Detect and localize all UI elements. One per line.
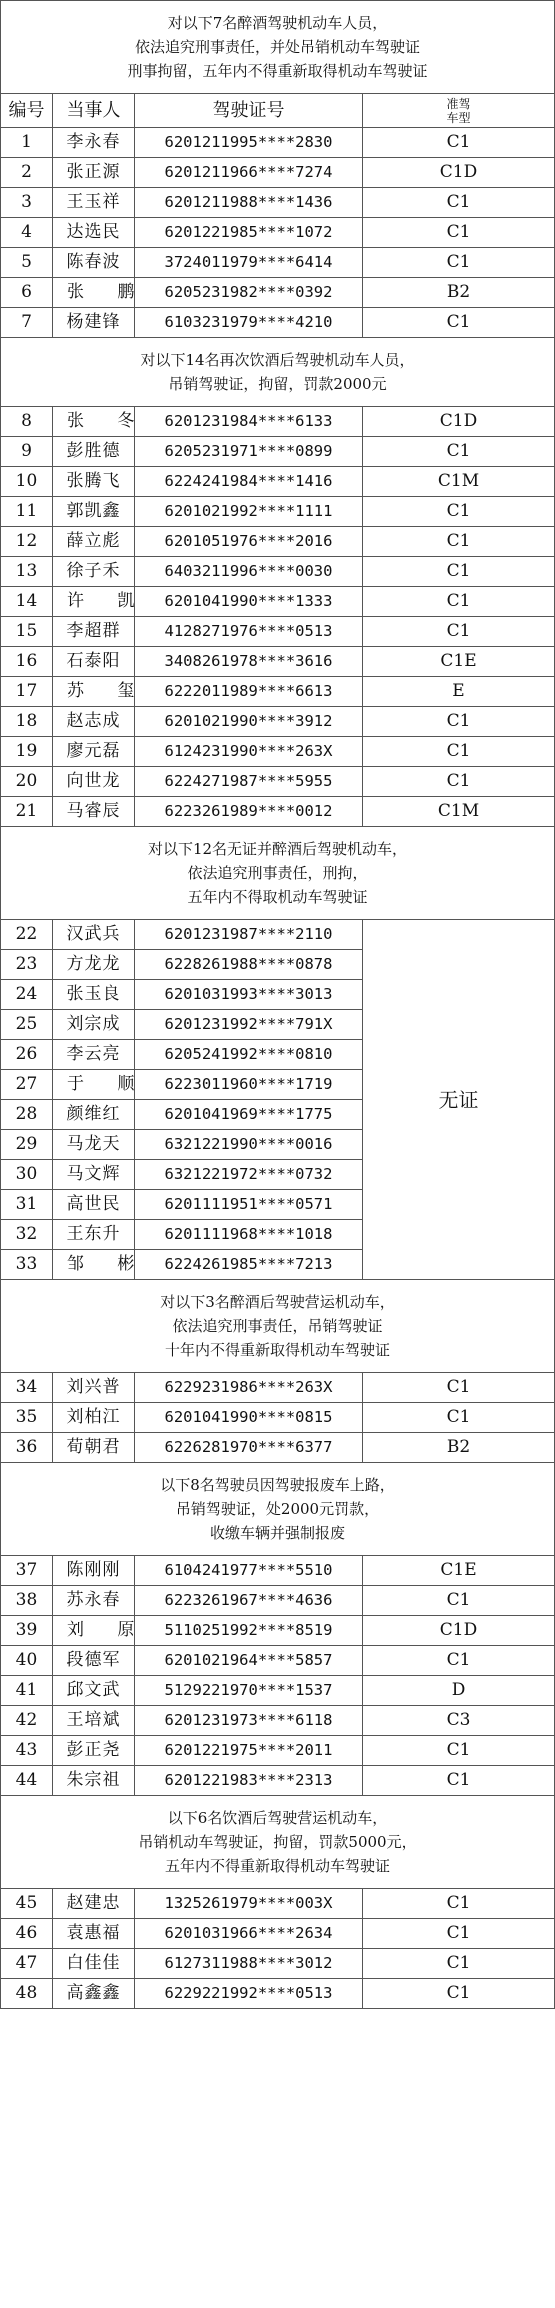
cell-name: 王培斌: [53, 1706, 135, 1736]
cell-license: 6201221985****1072: [135, 218, 363, 248]
table-row: [1, 1556, 555, 1586]
cell-no: 22: [1, 920, 53, 950]
header-type: [363, 94, 555, 128]
header-type-line2: 车型: [446, 110, 471, 125]
notice-line: 吊销驾驶证，拘留，罚款2000元: [168, 375, 387, 393]
table-row: [1, 1676, 555, 1706]
notice-row: [1, 1796, 555, 1889]
cell-name: 彭正尧: [53, 1736, 135, 1766]
notice-line: 刑事拘留，五年内不得重新取得机动车驾驶证: [127, 62, 428, 80]
cell-type: C3: [363, 1706, 555, 1736]
table-row: [1, 1919, 555, 1949]
cell-type: C1: [363, 707, 555, 737]
cell-no: 29: [1, 1130, 53, 1160]
cell-no: 28: [1, 1100, 53, 1130]
cell-no: 21: [1, 797, 53, 827]
cell-license: 6201221983****2313: [135, 1766, 363, 1796]
cell-type: C1D: [363, 407, 555, 437]
cell-no: 10: [1, 467, 53, 497]
cell-license: 6229221992****0513: [135, 1979, 363, 2009]
table-row: [1, 647, 555, 677]
cell-name: 邱文武: [53, 1676, 135, 1706]
table-row: [1, 587, 555, 617]
table-row: [1, 1706, 555, 1736]
cell-no: 35: [1, 1403, 53, 1433]
cell-type: B2: [363, 278, 555, 308]
cell-name: 张 鹏: [53, 278, 135, 308]
cell-name: 彭胜德: [53, 437, 135, 467]
cell-license: 6127311988****3012: [135, 1949, 363, 1979]
cell-type: C1: [363, 437, 555, 467]
notice-row: [1, 1463, 555, 1556]
cell-name: 张 冬: [53, 407, 135, 437]
cell-license: 6226281970****6377: [135, 1433, 363, 1463]
notice-line: 对以下14名再次饮酒后驾驶机动车人员，: [140, 351, 415, 369]
cell-name: 于 顺: [53, 1070, 135, 1100]
cell-license: 6201031993****3013: [135, 980, 363, 1010]
cell-license: 1325261979****003X: [135, 1889, 363, 1919]
cell-name: 段德军: [53, 1646, 135, 1676]
notice-text: [1, 1280, 555, 1373]
cell-license: 6224241984****1416: [135, 467, 363, 497]
table-row: [1, 1373, 555, 1403]
cell-license: 6201021964****5857: [135, 1646, 363, 1676]
notice-row: [1, 1280, 555, 1373]
cell-name: 石泰阳: [53, 647, 135, 677]
cell-license: 6201111968****1018: [135, 1220, 363, 1250]
notice-line: 吊销机动车驾驶证，拘留，罚款5000元，: [138, 1833, 417, 1851]
cell-name: 刘柏江: [53, 1403, 135, 1433]
cell-name: 刘宗成: [53, 1010, 135, 1040]
table-row: [1, 557, 555, 587]
cell-name: 刘兴普: [53, 1373, 135, 1403]
cell-type: C1D: [363, 1616, 555, 1646]
table-row: [1, 437, 555, 467]
cell-no: 33: [1, 1250, 53, 1280]
cell-name: 方龙龙: [53, 950, 135, 980]
table-row: [1, 1979, 555, 2009]
cell-license: 6205231982****0392: [135, 278, 363, 308]
cell-type: C1: [363, 1889, 555, 1919]
table-row: [1, 497, 555, 527]
cell-no: 13: [1, 557, 53, 587]
notice-text: [1, 1463, 555, 1556]
cell-no: 39: [1, 1616, 53, 1646]
cell-no: 34: [1, 1373, 53, 1403]
cell-no: 31: [1, 1190, 53, 1220]
cell-name: 苏永春: [53, 1586, 135, 1616]
notice-line: 对以下7名醉酒驾驶机动车人员，: [167, 14, 388, 32]
cell-license: 6201041969****1775: [135, 1100, 363, 1130]
table-row: [1, 920, 555, 950]
cell-no: 9: [1, 437, 53, 467]
cell-license: 6403211996****0030: [135, 557, 363, 587]
cell-no: 42: [1, 1706, 53, 1736]
cell-license: 6321221972****0732: [135, 1160, 363, 1190]
cell-name: 徐子禾: [53, 557, 135, 587]
table-row: [1, 1586, 555, 1616]
cell-type: C1: [363, 617, 555, 647]
table-row: [1, 1766, 555, 1796]
cell-type: C1: [363, 188, 555, 218]
cell-type: E: [363, 677, 555, 707]
table-row: [1, 1433, 555, 1463]
cell-type: B2: [363, 1433, 555, 1463]
cell-name: 王玉祥: [53, 188, 135, 218]
cell-type: C1: [363, 737, 555, 767]
cell-license: 6201211988****1436: [135, 188, 363, 218]
cell-type: C1D: [363, 158, 555, 188]
notice-line: 依法追究刑事责任，并处吊销机动车驾驶证: [135, 38, 421, 56]
cell-name: 达选民: [53, 218, 135, 248]
cell-no: 45: [1, 1889, 53, 1919]
cell-name: 马睿辰: [53, 797, 135, 827]
cell-name: 高世民: [53, 1190, 135, 1220]
cell-no: 8: [1, 407, 53, 437]
cell-name: 苏 玺: [53, 677, 135, 707]
table-row: [1, 797, 555, 827]
table-row: [1, 1889, 555, 1919]
cell-no: 41: [1, 1676, 53, 1706]
cell-name: 汉武兵: [53, 920, 135, 950]
header-license: 驾驶证号: [135, 94, 363, 128]
cell-license: 6222011989****6613: [135, 677, 363, 707]
cell-type: C1: [363, 1373, 555, 1403]
cell-type: C1: [363, 248, 555, 278]
notice-line: 十年内不得重新取得机动车驾驶证: [165, 1341, 391, 1359]
table-row: [1, 617, 555, 647]
cell-name: 朱宗祖: [53, 1766, 135, 1796]
notice-line: 收缴车辆并强制报废: [210, 1524, 346, 1542]
cell-no: 17: [1, 677, 53, 707]
cell-type: C1M: [363, 797, 555, 827]
cell-license: 6223261967****4636: [135, 1586, 363, 1616]
cell-name: 张腾飞: [53, 467, 135, 497]
cell-no: 27: [1, 1070, 53, 1100]
cell-license: 6201231987****2110: [135, 920, 363, 950]
notice-line: 吊销驾驶证，处2000元罚款，: [175, 1500, 380, 1518]
cell-no: 24: [1, 980, 53, 1010]
cell-name: 荀朝君: [53, 1433, 135, 1463]
cell-name: 杨建锋: [53, 308, 135, 338]
cell-no: 30: [1, 1160, 53, 1190]
cell-license: 3408261978****3616: [135, 647, 363, 677]
cell-license: 6205231971****0899: [135, 437, 363, 467]
cell-license: 6104241977****5510: [135, 1556, 363, 1586]
cell-license: 6201041990****0815: [135, 1403, 363, 1433]
cell-license: 6223261989****0012: [135, 797, 363, 827]
cell-no: 18: [1, 707, 53, 737]
cell-name: 刘 原: [53, 1616, 135, 1646]
cell-license: 6229231986****263X: [135, 1373, 363, 1403]
cell-license: 6124231990****263X: [135, 737, 363, 767]
cell-license: 6205241992****0810: [135, 1040, 363, 1070]
table-row: [1, 1616, 555, 1646]
table-row: [1, 407, 555, 437]
cell-type: C1: [363, 1919, 555, 1949]
table-row: [1, 467, 555, 497]
table-row: [1, 1403, 555, 1433]
table-row: [1, 128, 555, 158]
table-row: [1, 218, 555, 248]
notice-line: 对以下12名无证并醉酒后驾驶机动车，: [147, 840, 408, 858]
notice-row: [1, 338, 555, 407]
cell-no: 48: [1, 1979, 53, 2009]
cell-no: 19: [1, 737, 53, 767]
table-row: [1, 767, 555, 797]
cell-name: 张正源: [53, 158, 135, 188]
table-row: [1, 1736, 555, 1766]
notice-line: 以下6名饮酒后驾驶营运机动车，: [167, 1809, 388, 1827]
cell-license: 6201021990****3912: [135, 707, 363, 737]
cell-type: C1: [363, 497, 555, 527]
cell-no: 2: [1, 158, 53, 188]
cell-no: 47: [1, 1949, 53, 1979]
header-type-line1: 准驾: [446, 96, 471, 111]
cell-no: 44: [1, 1766, 53, 1796]
cell-no: 26: [1, 1040, 53, 1070]
cell-license: 6201231992****791X: [135, 1010, 363, 1040]
cell-name: 马文辉: [53, 1160, 135, 1190]
cell-name: 王东升: [53, 1220, 135, 1250]
cell-name: 许 凯: [53, 587, 135, 617]
cell-license: 6201231973****6118: [135, 1706, 363, 1736]
cell-no: 3: [1, 188, 53, 218]
cell-name: 马龙天: [53, 1130, 135, 1160]
cell-no: 14: [1, 587, 53, 617]
notice-line: 对以下3名醉酒后驾驶营运机动车，: [160, 1293, 395, 1311]
cell-name: 赵志成: [53, 707, 135, 737]
table-row: [1, 188, 555, 218]
cell-name: 白佳佳: [53, 1949, 135, 1979]
cell-name: 向世龙: [53, 767, 135, 797]
table-row: [1, 158, 555, 188]
cell-license: 6201221975****2011: [135, 1736, 363, 1766]
cell-type-no-license: 无证: [363, 920, 555, 1280]
table-row: [1, 278, 555, 308]
cell-type: C1: [363, 1403, 555, 1433]
cell-type: C1: [363, 767, 555, 797]
table-row: [1, 527, 555, 557]
cell-license: 5110251992****8519: [135, 1616, 363, 1646]
cell-name: 陈春波: [53, 248, 135, 278]
cell-name: 廖元磊: [53, 737, 135, 767]
cell-no: 5: [1, 248, 53, 278]
cell-license: 6321221990****0016: [135, 1130, 363, 1160]
cell-license: 6201031966****2634: [135, 1919, 363, 1949]
table-row: [1, 1646, 555, 1676]
cell-type: C1: [363, 218, 555, 248]
cell-license: 6201051976****2016: [135, 527, 363, 557]
cell-license: 6224261985****7213: [135, 1250, 363, 1280]
table-row: [1, 677, 555, 707]
cell-type: C1: [363, 1646, 555, 1676]
notice-text: [1, 338, 555, 407]
cell-no: 46: [1, 1919, 53, 1949]
cell-no: 1: [1, 128, 53, 158]
table-row: [1, 737, 555, 767]
notice-line: 依法追究刑事责任，刑拘，: [187, 864, 368, 882]
cell-no: 12: [1, 527, 53, 557]
cell-no: 40: [1, 1646, 53, 1676]
cell-license: 6201111951****0571: [135, 1190, 363, 1220]
table-row: [1, 1949, 555, 1979]
cell-no: 15: [1, 617, 53, 647]
cell-name: 李云亮: [53, 1040, 135, 1070]
cell-license: 6201021992****1111: [135, 497, 363, 527]
notice-line: 以下8名驾驶员因驾驶报废车上路，: [160, 1476, 395, 1494]
cell-license: 6201231984****6133: [135, 407, 363, 437]
notice-text: [1, 827, 555, 920]
cell-license: 5129221970****1537: [135, 1676, 363, 1706]
cell-type: C1: [363, 128, 555, 158]
cell-type: C1: [363, 527, 555, 557]
notice-row: [1, 1, 555, 94]
cell-no: 11: [1, 497, 53, 527]
cell-no: 16: [1, 647, 53, 677]
cell-type: C1E: [363, 647, 555, 677]
cell-name: 李永春: [53, 128, 135, 158]
cell-license: 6103231979****4210: [135, 308, 363, 338]
header-no: 编号: [1, 94, 53, 128]
cell-license: 6224271987****5955: [135, 767, 363, 797]
cell-license: 3724011979****6414: [135, 248, 363, 278]
cell-type: C1: [363, 1949, 555, 1979]
notice-line: 五年内不得重新取得机动车驾驶证: [165, 1857, 391, 1875]
cell-license: 6223011960****1719: [135, 1070, 363, 1100]
cell-license: 6228261988****0878: [135, 950, 363, 980]
cell-name: 颜维红: [53, 1100, 135, 1130]
cell-no: 23: [1, 950, 53, 980]
penalty-table-body: [1, 1, 555, 2009]
notice-row: [1, 827, 555, 920]
cell-no: 36: [1, 1433, 53, 1463]
cell-name: 赵建忠: [53, 1889, 135, 1919]
cell-name: 陈刚刚: [53, 1556, 135, 1586]
cell-license: 6201211995****2830: [135, 128, 363, 158]
cell-type: C1: [363, 1736, 555, 1766]
cell-type: C1: [363, 308, 555, 338]
table-row: [1, 248, 555, 278]
notice-line: 五年内不得取机动车驾驶证: [187, 888, 368, 906]
cell-no: 32: [1, 1220, 53, 1250]
cell-type: C1: [363, 587, 555, 617]
cell-name: 薛立彪: [53, 527, 135, 557]
cell-name: 袁惠福: [53, 1919, 135, 1949]
notice-text: [1, 1, 555, 94]
cell-no: 43: [1, 1736, 53, 1766]
cell-type: D: [363, 1676, 555, 1706]
cell-no: 25: [1, 1010, 53, 1040]
cell-license: 4128271976****0513: [135, 617, 363, 647]
cell-name: 高鑫鑫: [53, 1979, 135, 2009]
notice-text: [1, 1796, 555, 1889]
cell-license: 6201211966****7274: [135, 158, 363, 188]
cell-name: 郭凯鑫: [53, 497, 135, 527]
table-row: [1, 308, 555, 338]
notice-line: 依法追究刑事责任，吊销驾驶证: [172, 1317, 383, 1335]
cell-type: C1: [363, 557, 555, 587]
cell-no: 4: [1, 218, 53, 248]
cell-no: 20: [1, 767, 53, 797]
cell-name: 张玉良: [53, 980, 135, 1010]
table-row: [1, 707, 555, 737]
cell-no: 7: [1, 308, 53, 338]
cell-no: 38: [1, 1586, 53, 1616]
cell-type: C1E: [363, 1556, 555, 1586]
header-row: [1, 94, 555, 128]
cell-name: 李超群: [53, 617, 135, 647]
cell-license: 6201041990****1333: [135, 587, 363, 617]
cell-type: C1: [363, 1586, 555, 1616]
cell-type: C1: [363, 1766, 555, 1796]
cell-type: C1M: [363, 467, 555, 497]
header-name: 当事人: [53, 94, 135, 128]
cell-type: C1: [363, 1979, 555, 2009]
cell-no: 6: [1, 278, 53, 308]
cell-name: 邹 彬: [53, 1250, 135, 1280]
cell-no: 37: [1, 1556, 53, 1586]
